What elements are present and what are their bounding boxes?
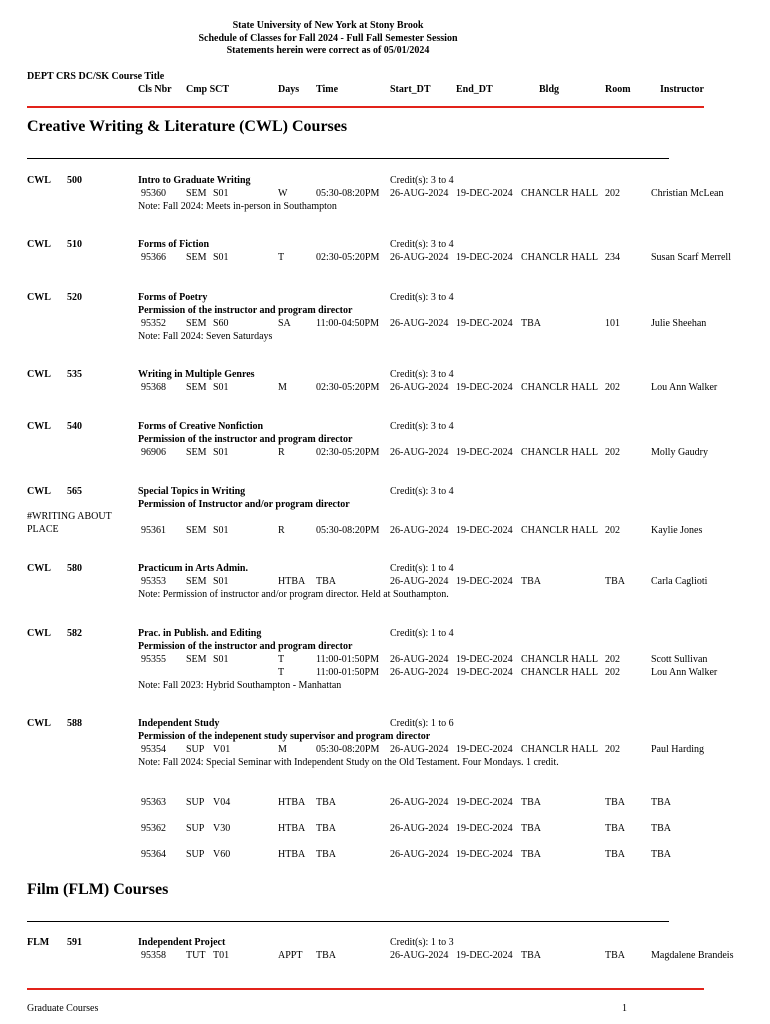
course-permission: Permission of Instructor and/or program director	[138, 499, 350, 510]
class-days: M	[278, 382, 287, 393]
course-credits: Credit(s): 1 to 6	[390, 718, 454, 729]
class-instructor: Julie Sheehan	[651, 318, 707, 329]
class-days: W	[278, 188, 288, 199]
doc-title-line1: State University of New York at Stony Brook	[232, 20, 424, 31]
course-credits: Credit(s): 1 to 3	[390, 937, 454, 948]
course-title: Intro to Graduate Writing	[138, 175, 251, 186]
class-number: 95358	[141, 950, 166, 961]
class-section: V04	[213, 797, 231, 808]
course-number: 510	[67, 239, 82, 250]
class-component: SUP	[186, 823, 205, 834]
course-credits: Credit(s): 3 to 4	[390, 175, 454, 186]
column-header-time: Time	[316, 84, 339, 95]
class-building: CHANCLR HALL	[521, 252, 598, 263]
class-room: 202	[605, 654, 620, 665]
class-section: S01	[213, 654, 229, 665]
column-header-start-dt: Start_DT	[390, 84, 431, 95]
section-title-cwl: Creative Writing & Literature (CWL) Courses	[27, 118, 348, 135]
doc-title-line3: Statements herein were correct as of 05/01/2024	[226, 45, 430, 56]
course-permission: Permission of the instructor and program director	[138, 641, 353, 652]
class-building: CHANCLR HALL	[521, 382, 598, 393]
class-start-date: 26-AUG-2024	[390, 849, 449, 860]
class-start-date: 26-AUG-2024	[390, 447, 449, 458]
class-component: SEM	[186, 382, 207, 393]
class-instructor: Lou Ann Walker	[651, 382, 718, 393]
column-header-cls-nbr: Cls Nbr	[138, 84, 172, 95]
class-component: TUT	[186, 950, 206, 961]
class-component: SUP	[186, 849, 205, 860]
course-number: 582	[67, 628, 82, 639]
class-instructor: Scott Sullivan	[651, 654, 708, 665]
course-title: Forms of Creative Nonfiction	[138, 421, 264, 432]
class-time: TBA	[316, 797, 336, 808]
class-days: APPT	[278, 950, 303, 961]
class-component: SEM	[186, 525, 207, 536]
course-note: Note: Fall 2024: Seven Saturdays	[138, 331, 273, 342]
course-dept: CWL	[27, 239, 51, 250]
footer-divider	[27, 988, 704, 990]
class-number: 95368	[141, 382, 166, 393]
class-building: CHANCLR HALL	[521, 744, 598, 755]
class-number: 95352	[141, 318, 166, 329]
class-end-date: 19-DEC-2024	[456, 188, 513, 199]
class-start-date: 26-AUG-2024	[390, 382, 449, 393]
class-instructor: Molly Gaudry	[651, 447, 708, 458]
course-number: 535	[67, 369, 82, 380]
class-building: CHANCLR HALL	[521, 188, 598, 199]
class-component: SEM	[186, 188, 207, 199]
class-building: CHANCLR HALL	[521, 667, 598, 678]
class-number: 95364	[141, 849, 166, 860]
class-room: TBA	[605, 849, 625, 860]
course-number: 591	[67, 937, 82, 948]
course-note: Note: Fall 2023: Hybrid Southampton - Manhattan	[138, 680, 342, 691]
course-permission: Permission of the instructor and program director	[138, 305, 353, 316]
class-start-date: 26-AUG-2024	[390, 667, 449, 678]
class-number: 95355	[141, 654, 166, 665]
class-room: TBA	[605, 576, 625, 587]
class-days: T	[278, 654, 285, 665]
course-note: Note: Fall 2024: Meets in-person in Southampton	[138, 201, 337, 212]
class-building: TBA	[521, 823, 541, 834]
class-section: V01	[213, 744, 231, 755]
class-instructor: TBA	[651, 797, 671, 808]
class-end-date: 19-DEC-2024	[456, 382, 513, 393]
course-title: Special Topics in Writing	[138, 486, 246, 497]
class-end-date: 19-DEC-2024	[456, 576, 513, 587]
class-room: 202	[605, 382, 620, 393]
class-number: 95362	[141, 823, 166, 834]
class-room: 101	[605, 318, 620, 329]
class-end-date: 19-DEC-2024	[456, 667, 513, 678]
class-time: 11:00-01:50PM	[316, 654, 379, 665]
class-start-date: 26-AUG-2024	[390, 744, 449, 755]
course-number: 520	[67, 292, 82, 303]
class-instructor: TBA	[651, 823, 671, 834]
class-time: 02:30-05:20PM	[316, 382, 380, 393]
course-title: Forms of Poetry	[138, 292, 208, 303]
class-building: TBA	[521, 950, 541, 961]
class-instructor: Magdalene Brandeis	[651, 950, 734, 961]
class-time: TBA	[316, 950, 336, 961]
class-days: HTBA	[278, 797, 306, 808]
class-days: M	[278, 744, 287, 755]
class-start-date: 26-AUG-2024	[390, 525, 449, 536]
class-end-date: 19-DEC-2024	[456, 252, 513, 263]
class-time: 05:30-08:20PM	[316, 188, 380, 199]
class-time: TBA	[316, 576, 336, 587]
class-section: T01	[213, 950, 230, 961]
class-room: 202	[605, 525, 620, 536]
class-time: 02:30-05:20PM	[316, 252, 380, 263]
column-header-room: Room	[605, 84, 631, 95]
class-section: S01	[213, 188, 229, 199]
class-component: SEM	[186, 447, 207, 458]
course-dept: CWL	[27, 628, 51, 639]
class-end-date: 19-DEC-2024	[456, 849, 513, 860]
course-credits: Credit(s): 3 to 4	[390, 239, 454, 250]
section-divider	[27, 921, 669, 922]
class-number: 95363	[141, 797, 166, 808]
class-start-date: 26-AUG-2024	[390, 252, 449, 263]
course-number: 540	[67, 421, 82, 432]
class-room: 202	[605, 188, 620, 199]
class-time: 11:00-01:50PM	[316, 667, 379, 678]
class-room: TBA	[605, 797, 625, 808]
class-section: S01	[213, 576, 229, 587]
course-number: 580	[67, 563, 82, 574]
class-start-date: 26-AUG-2024	[390, 318, 449, 329]
class-instructor: Susan Scarf Merrell	[651, 252, 731, 263]
class-start-date: 26-AUG-2024	[390, 188, 449, 199]
class-section: S01	[213, 382, 229, 393]
class-building: CHANCLR HALL	[521, 654, 598, 665]
class-room: 202	[605, 667, 620, 678]
course-credits: Credit(s): 3 to 4	[390, 421, 454, 432]
course-credits: Credit(s): 1 to 4	[390, 563, 454, 574]
class-days: HTBA	[278, 823, 306, 834]
class-component: SEM	[186, 318, 207, 329]
course-credits: Credit(s): 3 to 4	[390, 369, 454, 380]
class-section: S01	[213, 252, 229, 263]
class-room: TBA	[605, 823, 625, 834]
class-end-date: 19-DEC-2024	[456, 797, 513, 808]
class-building: TBA	[521, 849, 541, 860]
class-end-date: 19-DEC-2024	[456, 823, 513, 834]
class-number: 95353	[141, 576, 166, 587]
class-end-date: 19-DEC-2024	[456, 318, 513, 329]
course-dept: CWL	[27, 486, 51, 497]
class-room: 202	[605, 447, 620, 458]
class-days: T	[278, 667, 285, 678]
class-time: 02:30-05:20PM	[316, 447, 380, 458]
course-title: Forms of Fiction	[138, 239, 210, 250]
course-credits: Credit(s): 1 to 4	[390, 628, 454, 639]
class-instructor: TBA	[651, 849, 671, 860]
class-time: 05:30-08:20PM	[316, 525, 380, 536]
class-building: CHANCLR HALL	[521, 447, 598, 458]
class-number: 95361	[141, 525, 166, 536]
column-header-instructor: Instructor	[660, 84, 704, 95]
page-number: 1	[622, 1003, 627, 1014]
class-section: V60	[213, 849, 231, 860]
class-start-date: 26-AUG-2024	[390, 576, 449, 587]
section-title-flm: Film (FLM) Courses	[27, 881, 169, 898]
course-dept: CWL	[27, 292, 51, 303]
course-title: Prac. in Publish. and Editing	[138, 628, 262, 639]
course-topic: #WRITING ABOUT PLACE	[27, 511, 112, 535]
doc-title-line2: Schedule of Classes for Fall 2024 - Full Fall Semester Session	[198, 33, 458, 44]
class-end-date: 19-DEC-2024	[456, 744, 513, 755]
class-building: CHANCLR HALL	[521, 525, 598, 536]
course-dept: CWL	[27, 369, 51, 380]
class-start-date: 26-AUG-2024	[390, 823, 449, 834]
class-number: 95354	[141, 744, 166, 755]
course-title: Writing in Multiple Genres	[138, 369, 255, 380]
course-note: Note: Fall 2024: Special Seminar with Independent Study on the Old Testament. Four Mondays. 1 credit.	[138, 757, 559, 768]
class-instructor: Christian McLean	[651, 188, 724, 199]
course-number: 588	[67, 718, 82, 729]
course-number: 565	[67, 486, 82, 497]
class-instructor: Kaylie Jones	[651, 525, 703, 536]
column-header-end-dt: End_DT	[456, 84, 493, 95]
class-instructor: Carla Caglioti	[651, 576, 708, 587]
class-time: TBA	[316, 823, 336, 834]
course-dept: CWL	[27, 421, 51, 432]
course-dept: CWL	[27, 718, 51, 729]
column-header-bldg: Bldg	[539, 84, 560, 95]
class-instructor: Lou Ann Walker	[651, 667, 718, 678]
class-days: SA	[278, 318, 291, 329]
class-end-date: 19-DEC-2024	[456, 654, 513, 665]
class-days: T	[278, 252, 285, 263]
class-room: 202	[605, 744, 620, 755]
class-section: S01	[213, 447, 229, 458]
class-end-date: 19-DEC-2024	[456, 525, 513, 536]
class-days: HTBA	[278, 576, 306, 587]
course-dept: CWL	[27, 175, 51, 186]
class-time: 05:30-08:20PM	[316, 744, 380, 755]
course-credits: Credit(s): 3 to 4	[390, 486, 454, 497]
class-section: V30	[213, 823, 231, 834]
class-days: HTBA	[278, 849, 306, 860]
column-header-cmp-sct: Cmp SCT	[186, 84, 230, 95]
class-component: SEM	[186, 654, 207, 665]
class-start-date: 26-AUG-2024	[390, 654, 449, 665]
class-end-date: 19-DEC-2024	[456, 447, 513, 458]
course-note: Note: Permission of instructor and/or program director. Held at Southampton.	[138, 589, 449, 600]
class-section: S01	[213, 525, 229, 536]
class-component: SEM	[186, 252, 207, 263]
class-section: S60	[213, 318, 229, 329]
class-building: TBA	[521, 797, 541, 808]
class-room: TBA	[605, 950, 625, 961]
course-permission: Permission of the instructor and program director	[138, 434, 353, 445]
class-days: R	[278, 447, 285, 458]
column-header-course: DEPT CRS DC/SK Course Title	[27, 71, 165, 82]
course-title: Independent Project	[138, 937, 226, 948]
class-building: TBA	[521, 318, 541, 329]
class-component: SEM	[186, 576, 207, 587]
footer-label: Graduate Courses	[27, 1003, 99, 1014]
course-credits: Credit(s): 3 to 4	[390, 292, 454, 303]
class-building: TBA	[521, 576, 541, 587]
section-divider	[27, 158, 669, 159]
class-time: TBA	[316, 849, 336, 860]
class-time: 11:00-04:50PM	[316, 318, 379, 329]
course-title: Practicum in Arts Admin.	[138, 563, 248, 574]
class-component: SUP	[186, 744, 205, 755]
class-number: 95366	[141, 252, 166, 263]
class-room: 234	[605, 252, 620, 263]
class-start-date: 26-AUG-2024	[390, 950, 449, 961]
class-component: SUP	[186, 797, 205, 808]
class-end-date: 19-DEC-2024	[456, 950, 513, 961]
course-title: Independent Study	[138, 718, 220, 729]
course-permission: Permission of the indepenent study supervisor and program director	[138, 731, 431, 742]
course-number: 500	[67, 175, 82, 186]
class-days: R	[278, 525, 285, 536]
column-header-days: Days	[278, 84, 300, 95]
class-instructor: Paul Harding	[651, 744, 705, 755]
course-dept: FLM	[27, 937, 50, 948]
course-dept: CWL	[27, 563, 51, 574]
class-start-date: 26-AUG-2024	[390, 797, 449, 808]
class-number: 95360	[141, 188, 166, 199]
class-number: 96906	[141, 447, 166, 458]
header-divider	[27, 106, 704, 108]
